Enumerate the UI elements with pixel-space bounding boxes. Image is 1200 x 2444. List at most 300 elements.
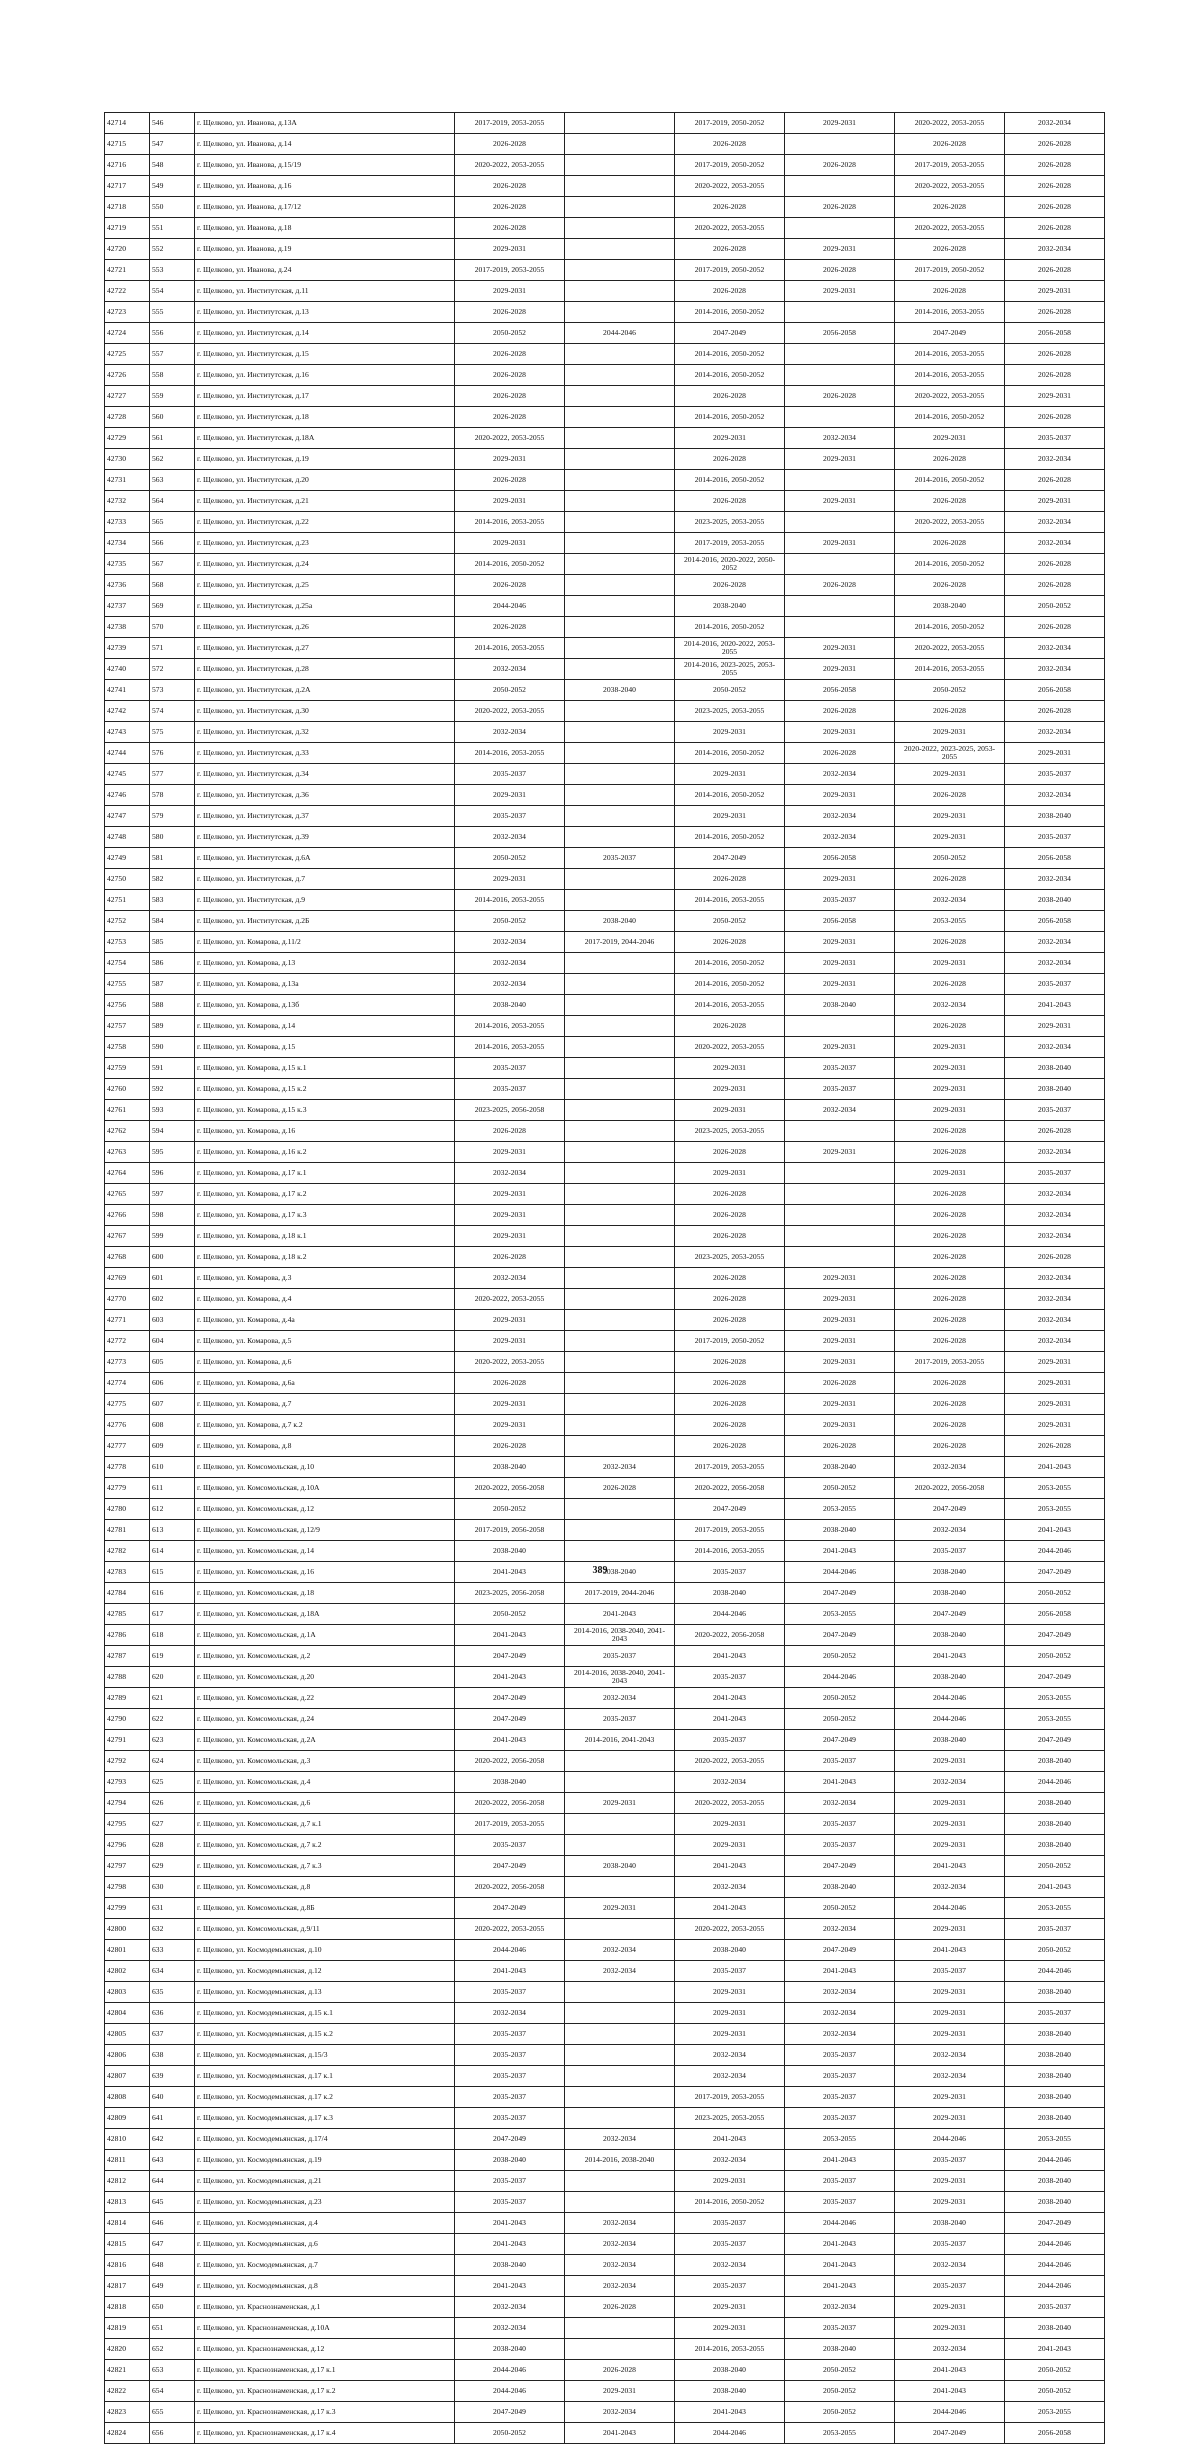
cell-period-col-6: 2053-2055 <box>1005 1898 1105 1919</box>
cell-record-id: 42810 <box>105 2129 150 2150</box>
cell-period-col-1: 2026-2028 <box>455 134 565 155</box>
cell-item-number: 558 <box>150 365 195 386</box>
cell-period-col-4: 2029-2031 <box>785 722 895 743</box>
cell-period-col-3: 2032-2034 <box>675 1772 785 1793</box>
cell-period-col-5: 2047-2049 <box>895 323 1005 344</box>
cell-address: г. Щелково, ул. Комсомольская, д.6 <box>195 1793 455 1814</box>
cell-period-col-6: 2056-2058 <box>1005 2423 1105 2444</box>
cell-period-col-3: 2026-2028 <box>675 1352 785 1373</box>
cell-period-col-6: 2026-2028 <box>1005 575 1105 596</box>
cell-item-number: 652 <box>150 2339 195 2360</box>
cell-period-col-6: 2032-2034 <box>1005 1289 1105 1310</box>
cell-record-id: 42773 <box>105 1352 150 1373</box>
cell-item-number: 647 <box>150 2234 195 2255</box>
cell-item-number: 600 <box>150 1247 195 1268</box>
cell-item-number: 605 <box>150 1352 195 1373</box>
cell-period-col-2: 2029-2031 <box>565 1898 675 1919</box>
cell-period-col-1: 2026-2028 <box>455 1121 565 1142</box>
cell-period-col-3: 2020-2022, 2053-2055 <box>675 218 785 239</box>
cell-item-number: 636 <box>150 2003 195 2024</box>
cell-period-col-4: 2038-2040 <box>785 1877 895 1898</box>
cell-period-col-4: 2041-2043 <box>785 1772 895 1793</box>
table-row <box>105 1184 1105 1205</box>
cell-period-col-3: 2038-2040 <box>675 2360 785 2381</box>
cell-record-id: 42741 <box>105 680 150 701</box>
cell-period-col-6: 2032-2034 <box>1005 1331 1105 1352</box>
cell-period-col-1: 2014-2016, 2053-2055 <box>455 1037 565 1058</box>
cell-period-col-3: 2029-2031 <box>675 428 785 449</box>
cell-record-id: 42759 <box>105 1058 150 1079</box>
table-row <box>105 1709 1105 1730</box>
cell-period-col-4 <box>785 1016 895 1037</box>
cell-record-id: 42822 <box>105 2381 150 2402</box>
cell-record-id: 42718 <box>105 197 150 218</box>
cell-address: г. Щелково, ул. Комарова, д.13а <box>195 974 455 995</box>
cell-record-id: 42785 <box>105 1604 150 1625</box>
cell-record-id: 42719 <box>105 218 150 239</box>
cell-period-col-1: 2047-2049 <box>455 2129 565 2150</box>
cell-record-id: 42727 <box>105 386 150 407</box>
cell-address: г. Щелково, ул. Комарова, д.14 <box>195 1016 455 1037</box>
cell-period-col-5: 2041-2043 <box>895 1856 1005 1877</box>
cell-item-number: 564 <box>150 491 195 512</box>
cell-period-col-2 <box>565 1142 675 1163</box>
cell-period-col-1: 2029-2031 <box>455 869 565 890</box>
cell-period-col-1: 2029-2031 <box>455 1205 565 1226</box>
cell-period-col-2 <box>565 2003 675 2024</box>
cell-item-number: 611 <box>150 1478 195 1499</box>
cell-record-id: 42789 <box>105 1688 150 1709</box>
cell-period-col-1: 2047-2049 <box>455 1898 565 1919</box>
cell-period-col-5: 2029-2031 <box>895 806 1005 827</box>
cell-item-number: 656 <box>150 2423 195 2444</box>
cell-period-col-3: 2014-2016, 2050-2052 <box>675 785 785 806</box>
table-row <box>105 155 1105 176</box>
cell-period-col-1: 2041-2043 <box>455 2234 565 2255</box>
cell-period-col-6: 2038-2040 <box>1005 1835 1105 1856</box>
cell-address: г. Щелково, ул. Иванова, д.16 <box>195 176 455 197</box>
cell-period-col-5: 2029-2031 <box>895 1751 1005 1772</box>
cell-address: г. Щелково, ул. Институтская, д.26 <box>195 617 455 638</box>
cell-period-col-6: 2038-2040 <box>1005 1079 1105 1100</box>
cell-address: г. Щелково, ул. Институтская, д.22 <box>195 512 455 533</box>
cell-record-id: 42765 <box>105 1184 150 1205</box>
cell-item-number: 551 <box>150 218 195 239</box>
cell-period-col-5: 2029-2031 <box>895 1163 1005 1184</box>
cell-period-col-3: 2017-2019, 2053-2055 <box>675 533 785 554</box>
table-row <box>105 974 1105 995</box>
cell-period-col-4: 2041-2043 <box>785 2255 895 2276</box>
cell-address: г. Щелково, ул. Комарова, д.6 <box>195 1352 455 1373</box>
cell-period-col-5: 2032-2034 <box>895 890 1005 911</box>
cell-period-col-2 <box>565 554 675 575</box>
cell-period-col-6: 2038-2040 <box>1005 2024 1105 2045</box>
cell-period-col-5: 2044-2046 <box>895 2129 1005 2150</box>
cell-period-col-6: 2032-2034 <box>1005 533 1105 554</box>
cell-period-col-5: 2029-2031 <box>895 1814 1005 1835</box>
table-row <box>105 1646 1105 1667</box>
cell-period-col-4: 2026-2028 <box>785 1373 895 1394</box>
cell-period-col-3: 2026-2028 <box>675 386 785 407</box>
table-row <box>105 1751 1105 1772</box>
table-row <box>105 1415 1105 1436</box>
page-number: 389 <box>592 1565 608 1576</box>
cell-period-col-3: 2029-2031 <box>675 764 785 785</box>
cell-address: г. Щелково, ул. Космодемьянская, д.15 к.1 <box>195 2003 455 2024</box>
cell-period-col-6: 2032-2034 <box>1005 1226 1105 1247</box>
cell-item-number: 603 <box>150 1310 195 1331</box>
cell-item-number: 607 <box>150 1394 195 1415</box>
cell-record-id: 42783 <box>105 1562 150 1583</box>
cell-period-col-5: 2035-2037 <box>895 2234 1005 2255</box>
cell-period-col-3: 2029-2031 <box>675 806 785 827</box>
cell-record-id: 42780 <box>105 1499 150 1520</box>
cell-item-number: 645 <box>150 2192 195 2213</box>
cell-period-col-2 <box>565 869 675 890</box>
schedule-sheet <box>104 112 1104 2444</box>
cell-period-col-3: 2026-2028 <box>675 1205 785 1226</box>
cell-period-col-5: 2017-2019, 2053-2055 <box>895 1352 1005 1373</box>
cell-period-col-5: 2026-2028 <box>895 1394 1005 1415</box>
cell-period-col-3: 2014-2016, 2020-2022, 2050-2052 <box>675 554 785 575</box>
cell-period-col-5: 2020-2022, 2053-2055 <box>895 512 1005 533</box>
cell-period-col-1: 2035-2037 <box>455 2024 565 2045</box>
cell-period-col-2 <box>565 302 675 323</box>
table-row <box>105 1541 1105 1562</box>
cell-item-number: 621 <box>150 1688 195 1709</box>
cell-period-col-2 <box>565 2045 675 2066</box>
cell-period-col-4: 2056-2058 <box>785 323 895 344</box>
table-row <box>105 1226 1105 1247</box>
cell-period-col-3: 2026-2028 <box>675 869 785 890</box>
cell-period-col-3: 2014-2016, 2053-2055 <box>675 995 785 1016</box>
table-row <box>105 617 1105 638</box>
cell-period-col-1: 2029-2031 <box>455 1142 565 1163</box>
cell-period-col-1: 2050-2052 <box>455 911 565 932</box>
cell-period-col-2 <box>565 155 675 176</box>
table-row <box>105 2108 1105 2129</box>
cell-period-col-2 <box>565 1394 675 1415</box>
cell-period-col-6: 2038-2040 <box>1005 2045 1105 2066</box>
cell-address: г. Щелково, ул. Комарова, д.4 <box>195 1289 455 1310</box>
cell-period-col-4: 2038-2040 <box>785 995 895 1016</box>
table-row <box>105 1142 1105 1163</box>
cell-period-col-6: 2053-2055 <box>1005 2402 1105 2423</box>
cell-period-col-4 <box>785 1163 895 1184</box>
table-row <box>105 638 1105 659</box>
cell-item-number: 575 <box>150 722 195 743</box>
cell-period-col-2: 2038-2040 <box>565 1562 675 1583</box>
cell-record-id: 42797 <box>105 1856 150 1877</box>
cell-period-col-4: 2050-2052 <box>785 2360 895 2381</box>
cell-period-col-3: 2026-2028 <box>675 281 785 302</box>
cell-period-col-2 <box>565 491 675 512</box>
table-row <box>105 554 1105 575</box>
table-row <box>105 2003 1105 2024</box>
cell-period-col-2: 2026-2028 <box>565 2297 675 2318</box>
cell-period-col-6: 2032-2034 <box>1005 953 1105 974</box>
cell-record-id: 42776 <box>105 1415 150 1436</box>
cell-period-col-3: 2035-2037 <box>675 1667 785 1688</box>
cell-period-col-5: 2014-2016, 2053-2055 <box>895 302 1005 323</box>
cell-item-number: 622 <box>150 1709 195 1730</box>
table-row <box>105 2339 1105 2360</box>
cell-period-col-1: 2044-2046 <box>455 1940 565 1961</box>
cell-period-col-6: 2035-2037 <box>1005 764 1105 785</box>
cell-item-number: 565 <box>150 512 195 533</box>
cell-period-col-2 <box>565 974 675 995</box>
cell-period-col-6: 2056-2058 <box>1005 680 1105 701</box>
cell-period-col-5: 2029-2031 <box>895 1037 1005 1058</box>
cell-period-col-6: 2041-2043 <box>1005 2339 1105 2360</box>
cell-period-col-6: 2032-2034 <box>1005 239 1105 260</box>
cell-address: г. Щелково, ул. Иванова, д.17/12 <box>195 197 455 218</box>
cell-period-col-1: 2020-2022, 2053-2055 <box>455 1352 565 1373</box>
cell-address: г. Щелково, ул. Космодемьянская, д.10 <box>195 1940 455 1961</box>
cell-period-col-1: 2020-2022, 2053-2055 <box>455 1289 565 1310</box>
cell-record-id: 42762 <box>105 1121 150 1142</box>
cell-item-number: 570 <box>150 617 195 638</box>
cell-period-col-4: 2026-2028 <box>785 260 895 281</box>
cell-item-number: 628 <box>150 1835 195 1856</box>
cell-period-col-6: 2026-2028 <box>1005 155 1105 176</box>
table-row <box>105 1604 1105 1625</box>
cell-period-col-1: 2017-2019, 2053-2055 <box>455 260 565 281</box>
cell-item-number: 637 <box>150 2024 195 2045</box>
cell-period-col-4 <box>785 512 895 533</box>
cell-period-col-2: 2032-2034 <box>565 2402 675 2423</box>
cell-period-col-3: 2047-2049 <box>675 323 785 344</box>
cell-period-col-1: 2029-2031 <box>455 1394 565 1415</box>
cell-period-col-3: 2029-2031 <box>675 1163 785 1184</box>
cell-record-id: 42805 <box>105 2024 150 2045</box>
cell-record-id: 42726 <box>105 365 150 386</box>
cell-period-col-4 <box>785 596 895 617</box>
cell-record-id: 42818 <box>105 2297 150 2318</box>
table-row <box>105 890 1105 911</box>
table-row <box>105 1877 1105 1898</box>
cell-period-col-2 <box>565 134 675 155</box>
cell-period-col-3: 2020-2022, 2056-2058 <box>675 1625 785 1646</box>
cell-address: г. Щелково, ул. Комарова, д.17 к.1 <box>195 1163 455 1184</box>
cell-period-col-4: 2035-2037 <box>785 2318 895 2339</box>
cell-address: г. Щелково, ул. Комарова, д.6а <box>195 1373 455 1394</box>
cell-record-id: 42735 <box>105 554 150 575</box>
table-row <box>105 743 1105 764</box>
cell-period-col-3: 2026-2028 <box>675 1226 785 1247</box>
cell-period-col-1: 2020-2022, 2056-2058 <box>455 1877 565 1898</box>
cell-record-id: 42768 <box>105 1247 150 1268</box>
cell-period-col-4: 2047-2049 <box>785 1856 895 1877</box>
cell-item-number: 556 <box>150 323 195 344</box>
cell-item-number: 572 <box>150 659 195 680</box>
cell-period-col-3: 2026-2028 <box>675 575 785 596</box>
cell-period-col-2: 2041-2043 <box>565 1604 675 1625</box>
cell-period-col-2 <box>565 1415 675 1436</box>
cell-period-col-5: 2044-2046 <box>895 1709 1005 1730</box>
cell-period-col-2 <box>565 1205 675 1226</box>
cell-item-number: 635 <box>150 1982 195 2003</box>
cell-period-col-3: 2041-2043 <box>675 1709 785 1730</box>
cell-period-col-1: 2029-2031 <box>455 533 565 554</box>
cell-period-col-4 <box>785 134 895 155</box>
cell-period-col-3: 2032-2034 <box>675 2066 785 2087</box>
cell-period-col-5: 2026-2028 <box>895 1121 1005 1142</box>
cell-period-col-6: 2038-2040 <box>1005 1814 1105 1835</box>
cell-period-col-3: 2014-2016, 2053-2055 <box>675 1541 785 1562</box>
cell-record-id: 42814 <box>105 2213 150 2234</box>
cell-period-col-2 <box>565 995 675 1016</box>
cell-period-col-2: 2032-2034 <box>565 2234 675 2255</box>
table-row <box>105 995 1105 1016</box>
cell-period-col-5: 2029-2031 <box>895 1835 1005 1856</box>
table-row <box>105 1793 1105 1814</box>
cell-item-number: 587 <box>150 974 195 995</box>
cell-period-col-5: 2020-2022, 2053-2055 <box>895 176 1005 197</box>
cell-address: г. Щелково, ул. Краснознаменская, д.10А <box>195 2318 455 2339</box>
cell-period-col-4: 2038-2040 <box>785 1520 895 1541</box>
cell-period-col-4: 2035-2037 <box>785 1835 895 1856</box>
cell-period-col-3: 2017-2019, 2050-2052 <box>675 1331 785 1352</box>
cell-period-col-4: 2026-2028 <box>785 386 895 407</box>
cell-period-col-2 <box>565 281 675 302</box>
cell-period-col-2: 2026-2028 <box>565 1478 675 1499</box>
cell-address: г. Щелково, ул. Институтская, д.11 <box>195 281 455 302</box>
cell-record-id: 42803 <box>105 1982 150 2003</box>
cell-period-col-4: 2032-2034 <box>785 1100 895 1121</box>
cell-period-col-6: 2026-2028 <box>1005 260 1105 281</box>
cell-period-col-1: 2035-2037 <box>455 2171 565 2192</box>
cell-period-col-2 <box>565 1184 675 1205</box>
cell-item-number: 610 <box>150 1457 195 1478</box>
table-row <box>105 2234 1105 2255</box>
cell-record-id: 42746 <box>105 785 150 806</box>
table-row <box>105 1289 1105 1310</box>
cell-item-number: 627 <box>150 1814 195 1835</box>
cell-item-number: 617 <box>150 1604 195 1625</box>
cell-period-col-2 <box>565 1352 675 1373</box>
cell-item-number: 602 <box>150 1289 195 1310</box>
cell-record-id: 42781 <box>105 1520 150 1541</box>
cell-period-col-1: 2044-2046 <box>455 596 565 617</box>
cell-period-col-6: 2038-2040 <box>1005 1982 1105 2003</box>
cell-period-col-4 <box>785 302 895 323</box>
cell-record-id: 42756 <box>105 995 150 1016</box>
cell-period-col-1: 2017-2019, 2053-2055 <box>455 1814 565 1835</box>
cell-item-number: 574 <box>150 701 195 722</box>
cell-period-col-1: 2041-2043 <box>455 1667 565 1688</box>
cell-period-col-1: 2029-2031 <box>455 1226 565 1247</box>
table-row <box>105 2066 1105 2087</box>
cell-period-col-3: 2014-2016, 2053-2055 <box>675 2339 785 2360</box>
cell-record-id: 42764 <box>105 1163 150 1184</box>
table-row <box>105 365 1105 386</box>
cell-period-col-1: 2017-2019, 2056-2058 <box>455 1520 565 1541</box>
cell-period-col-1: 2026-2028 <box>455 386 565 407</box>
table-row <box>105 1457 1105 1478</box>
cell-period-col-1: 2032-2034 <box>455 2003 565 2024</box>
cell-period-col-2 <box>565 1331 675 1352</box>
cell-period-col-2: 2017-2019, 2044-2046 <box>565 932 675 953</box>
cell-address: г. Щелково, ул. Комсомольская, д.16 <box>195 1562 455 1583</box>
cell-period-col-3: 2047-2049 <box>675 1499 785 1520</box>
cell-address: г. Щелково, ул. Комсомольская, д.10А <box>195 1478 455 1499</box>
cell-period-col-6: 2026-2028 <box>1005 407 1105 428</box>
cell-period-col-5: 2032-2034 <box>895 1457 1005 1478</box>
cell-period-col-6: 2041-2043 <box>1005 995 1105 1016</box>
cell-period-col-5: 2050-2052 <box>895 848 1005 869</box>
cell-address: г. Щелково, ул. Комсомольская, д.22 <box>195 1688 455 1709</box>
cell-period-col-3: 2044-2046 <box>675 1604 785 1625</box>
cell-period-col-5: 2035-2037 <box>895 2276 1005 2297</box>
cell-period-col-6: 2032-2034 <box>1005 449 1105 470</box>
cell-address: г. Щелково, ул. Институтская, д.25 <box>195 575 455 596</box>
cell-period-col-4: 2029-2031 <box>785 1331 895 1352</box>
cell-period-col-6: 2032-2034 <box>1005 785 1105 806</box>
cell-address: г. Щелково, ул. Комсомольская, д.10 <box>195 1457 455 1478</box>
table-row <box>105 1919 1105 1940</box>
cell-period-col-1: 2032-2034 <box>455 932 565 953</box>
cell-period-col-5: 2029-2031 <box>895 2192 1005 2213</box>
cell-period-col-2 <box>565 1310 675 1331</box>
cell-period-col-6: 2026-2028 <box>1005 470 1105 491</box>
cell-period-col-5: 2038-2040 <box>895 1667 1005 1688</box>
cell-record-id: 42747 <box>105 806 150 827</box>
cell-period-col-3: 2020-2022, 2056-2058 <box>675 1478 785 1499</box>
cell-record-id: 42752 <box>105 911 150 932</box>
cell-period-col-4 <box>785 554 895 575</box>
table-row <box>105 2297 1105 2318</box>
cell-period-col-6: 2047-2049 <box>1005 1562 1105 1583</box>
cell-period-col-2 <box>565 1016 675 1037</box>
cell-period-col-3: 2014-2016, 2050-2052 <box>675 470 785 491</box>
cell-period-col-1: 2038-2040 <box>455 1457 565 1478</box>
table-row <box>105 1058 1105 1079</box>
cell-period-col-6: 2044-2046 <box>1005 2255 1105 2276</box>
cell-record-id: 42795 <box>105 1814 150 1835</box>
cell-item-number: 624 <box>150 1751 195 1772</box>
cell-item-number: 559 <box>150 386 195 407</box>
table-row <box>105 953 1105 974</box>
table-row <box>105 1961 1105 1982</box>
cell-period-col-4 <box>785 407 895 428</box>
cell-period-col-2 <box>565 2108 675 2129</box>
cell-period-col-3: 2026-2028 <box>675 1436 785 1457</box>
cell-period-col-2 <box>565 1877 675 1898</box>
cell-period-col-2 <box>565 344 675 365</box>
table-row <box>105 1940 1105 1961</box>
cell-record-id: 42786 <box>105 1625 150 1646</box>
cell-period-col-4: 2029-2031 <box>785 533 895 554</box>
cell-period-col-6: 2035-2037 <box>1005 428 1105 449</box>
cell-period-col-1: 2041-2043 <box>455 1961 565 1982</box>
cell-period-col-1: 2029-2031 <box>455 1184 565 1205</box>
cell-address: г. Щелково, ул. Комсомольская, д.2А <box>195 1730 455 1751</box>
cell-period-col-2 <box>565 113 675 134</box>
cell-item-number: 591 <box>150 1058 195 1079</box>
cell-period-col-3: 2026-2028 <box>675 134 785 155</box>
cell-record-id: 42722 <box>105 281 150 302</box>
cell-address: г. Щелково, ул. Иванова, д.13А <box>195 113 455 134</box>
cell-period-col-3: 2041-2043 <box>675 2402 785 2423</box>
cell-period-col-6: 2032-2034 <box>1005 869 1105 890</box>
cell-period-col-5: 2029-2031 <box>895 1982 1005 2003</box>
cell-record-id: 42820 <box>105 2339 150 2360</box>
cell-record-id: 42770 <box>105 1289 150 1310</box>
cell-period-col-1: 2014-2016, 2053-2055 <box>455 890 565 911</box>
cell-period-col-6: 2044-2046 <box>1005 1772 1105 1793</box>
cell-address: г. Щелково, ул. Комарова, д.18 к.2 <box>195 1247 455 1268</box>
